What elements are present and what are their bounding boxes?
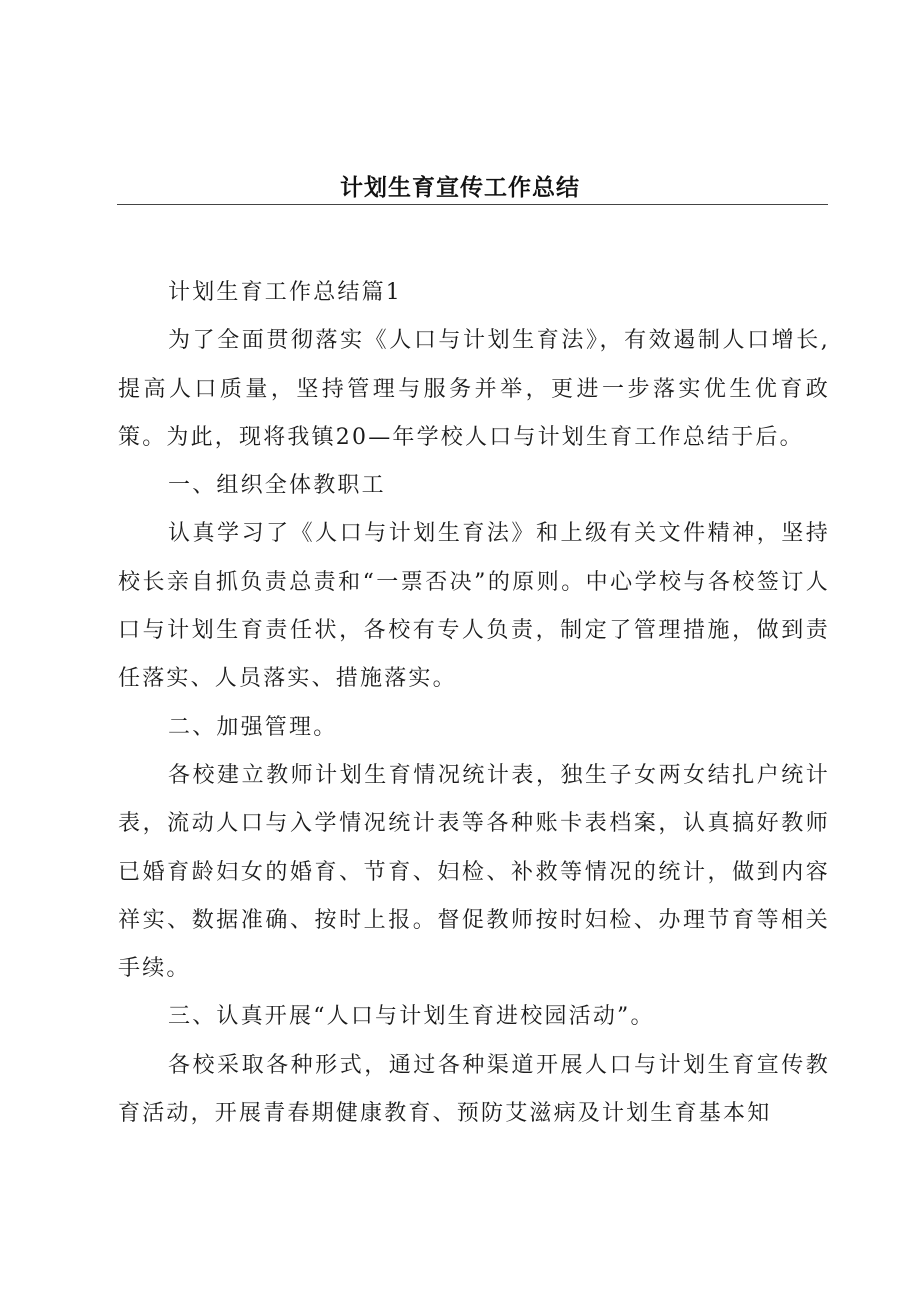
section-heading: 计划生育工作总结篇1	[168, 280, 402, 305]
section-heading: 一、组织全体教职工	[168, 473, 386, 499]
title-divider	[117, 204, 828, 205]
body-paragraph: 为了全面贯彻落实《人口与计划生育法》，有效遏制人口增长,提高人口质量，坚持管理与服务并举，更进一步落实优生优育政策。为此，现将我镇20—年学校人口与计划生育工作总结于后。	[118, 328, 830, 450]
section-heading: 三、认真开展“人口与计划生育进校园活动”。	[168, 1004, 655, 1030]
section-heading: 二、加强管理。	[168, 714, 338, 740]
document-title: 计划生育宣传工作总结	[340, 175, 580, 201]
document-body	[118, 269, 830, 1138]
body-paragraph: 各校采取各种形式，通过各种渠道开展人口与计划生育宣传教育活动，开展青春期健康教育、预防艾滋病及计划生育基本知	[118, 1052, 830, 1127]
body-paragraph: 认真学习了《人口与计划生育法》和上级有关文件精神，坚持校长亲自抓负责总责和“一票否决”的原则。中心学校与各校签订人口与计划生育责任状，各校有专人负责，制定了管理措施，做到责任落实、人员落实、措施落实。	[118, 521, 830, 692]
body-paragraph: 各校建立教师计划生育情况统计表，独生子女两女结扎户统计表，流动人口与入学情况统计表等各种账卡表档案，认真搞好教师已婚育龄妇女的婚育、节育、妇检、补救等情况的统计，做到内容祥实、数据准确、按时上报。督促教师按时妇检、办理节育等相关手续。	[118, 762, 830, 982]
